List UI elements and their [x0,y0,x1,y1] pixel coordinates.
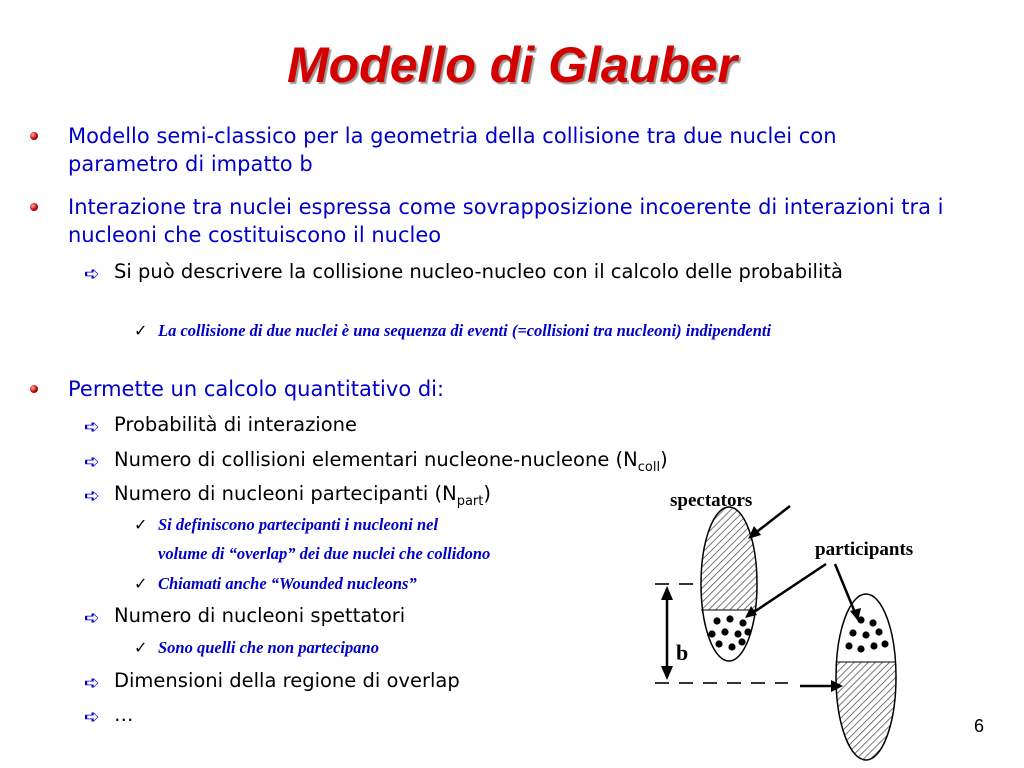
participants-pointer-b [835,564,856,615]
checkmark-icon: ✓ [134,638,148,657]
red-bullet-icon [30,203,38,211]
bullet-geometry-model [68,122,948,178]
closing-paren: ) [483,482,491,505]
check-item-text-line1: Si definiscono partecipanti i nucleoni nel [158,515,439,534]
arrow-right-icon: ➪ [84,416,100,438]
bullet-text: Interazione tra nuclei espressa come sovrapposizione incoerente di interazioni tra i nucleoni che costituiscono il nucleo [68,195,944,247]
arrow-right-icon: ➪ [84,607,100,629]
checkmark-icon: ✓ [134,574,148,593]
impact-arrow-down-icon [661,666,673,680]
check-item-text: La collisione di due nuclei è una sequenza di eventi (=collisioni tra nucleoni) indipendenti [158,321,772,340]
impact-arrow-up-icon [661,586,673,600]
bullet-quantitative-calc [68,375,948,403]
bullet-text: Permette un calcolo quantitativo di: [68,377,445,401]
check-item-independent-events [134,320,898,342]
closing-paren: ) [660,448,668,471]
check-item-text: Sono quelli che non partecipano [158,638,379,657]
checkmark-icon: ✓ [134,321,148,340]
sub-bullet-text: Dimensioni della regione di overlap [114,669,460,692]
sub-bullet-interaction-probability [84,412,874,438]
check-item-wounded-nucleons [134,573,417,595]
nucleus-b [830,589,910,764]
subscript-coll: coll [637,459,661,475]
arrow-right-icon: ➪ [84,485,100,507]
check-item-text-line2: volume di “overlap” dei due nuclei che collidono [158,544,491,563]
slide-title: Modello di Glauber [286,37,738,93]
arrow-right-icon: ➪ [84,672,100,694]
spectators-label: spectators [670,490,753,511]
check-item-participants-definition-cont [158,543,490,565]
bullet-text: Modello semi-classico per la geometria della collisione tra due nuclei con parametro di impatto b [68,124,837,176]
red-bullet-icon [30,132,38,140]
sub-bullet-text: Si può descrivere la collisione nucleo-nucleo con il calcolo delle probabilità [114,260,843,283]
sub-bullet-ncoll [84,447,874,481]
arrow-right-icon: ➪ [84,706,100,728]
participants-label: participants [815,539,914,560]
spectators-pointer [754,506,790,534]
sub-bullet-probability-calc [84,259,874,285]
check-item-participants-definition [134,514,439,536]
red-bullet-icon [30,385,38,393]
sub-bullet-text: … [114,703,134,726]
arrow-right-icon: ➪ [84,451,100,473]
participants-pointer-a [751,564,826,614]
sub-bullet-text: Numero di nucleoni spettatori [114,604,406,627]
sub-bullet-text: Probabilità di interazione [114,413,358,436]
subscript-part: part [456,493,484,509]
sub-bullet-text: Numero di collisioni elementari nucleone-nucleone (N [114,448,638,471]
check-item-text: Chiamati anche “Wounded nucleons” [158,574,417,593]
glauber-collision-diagram [650,484,960,764]
check-item-non-participating [134,637,379,659]
bullet-incoherent-superposition [68,193,948,249]
arrow-right-icon: ➪ [84,263,100,285]
sub-bullet-text: Numero di nucleoni partecipanti (N [114,482,457,505]
checkmark-icon: ✓ [134,515,148,534]
page-number: 6 [973,716,984,736]
impact-parameter-label: b [676,640,689,665]
